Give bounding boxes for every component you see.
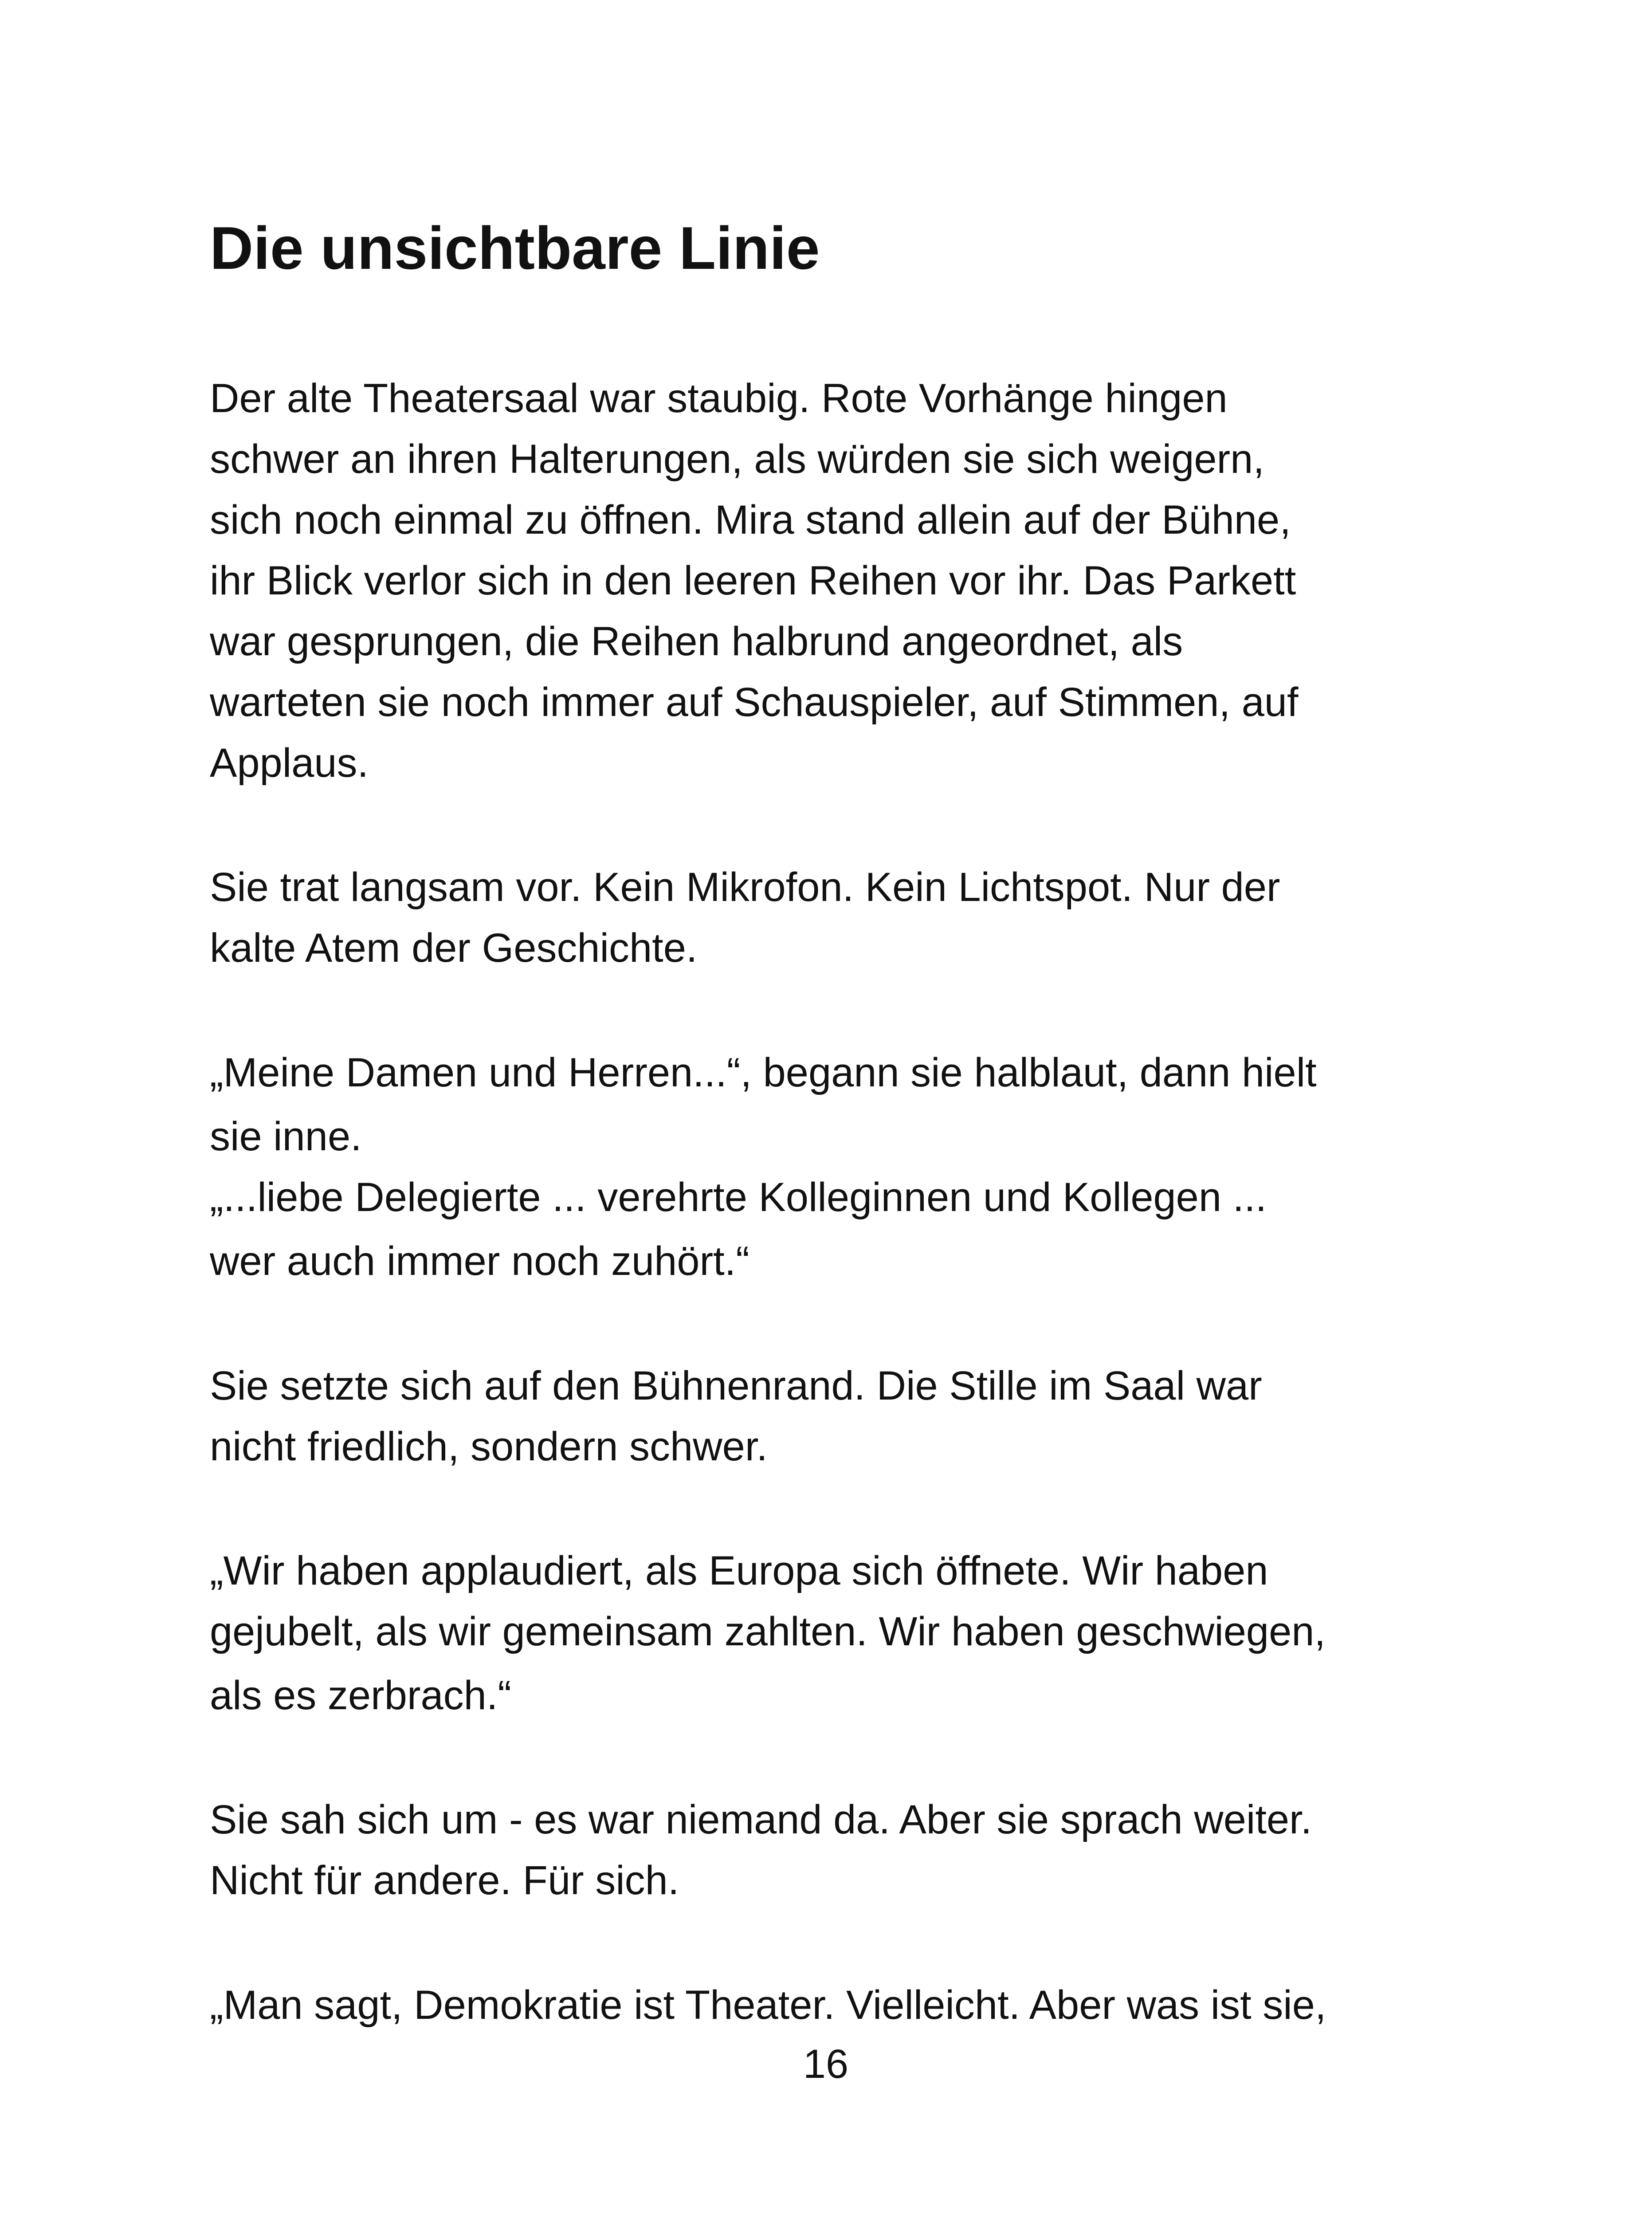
text-line: als es zerbrach.“ — [210, 1673, 512, 1718]
text-line: gejubelt, als wir gemeinsam zahlten. Wir haben geschwiegen, — [210, 1609, 1326, 1654]
text-line: Sie sah sich um - es war niemand da. Aber sie sprach weiter. — [210, 1797, 1312, 1842]
text-line: Sie trat langsam vor. Kein Mikrofon. Kein Lichtspot. Nur der — [210, 865, 1280, 910]
text-line: war gesprungen, die Reihen halbrund angeordnet, als — [210, 619, 1183, 664]
text-line: „Wir haben applaudiert, als Europa sich öffnete. Wir haben — [210, 1548, 1268, 1593]
text-line: sich noch einmal zu öffnen. Mira stand allein auf der Bühne, — [210, 497, 1291, 543]
text-line: schwer an ihren Halterungen, als würden sie sich weigern, — [210, 437, 1264, 482]
chapter-title: Die unsichtbare Linie — [210, 214, 820, 282]
page-number: 16 — [803, 2041, 849, 2087]
text-line: „Meine Damen und Herren...“, begann sie halblaut, dann hielt — [210, 1050, 1317, 1095]
text-line: Applaus. — [210, 740, 369, 786]
text-line: Nicht für andere. Für sich. — [210, 1858, 679, 1903]
text-line: warteten sie noch immer auf Schauspieler, auf Stimmen, auf — [210, 680, 1299, 725]
text-line: „Man sagt, Demokratie ist Theater. Vielleicht. Aber was ist sie, — [210, 1982, 1326, 2028]
text-line: Der alte Theatersaal war staubig. Rote Vorhänge hingen — [210, 376, 1228, 421]
text-line: ihr Blick verlor sich in den leeren Reihen vor ihr. Das Parkett — [210, 558, 1296, 603]
text-line: nicht friedlich, sondern schwer. — [210, 1424, 768, 1469]
text-line: „...liebe Delegierte ... verehrte Kolleginnen und Kollegen ... — [210, 1175, 1267, 1220]
text-line: Sie setzte sich auf den Bühnenrand. Die Stille im Saal war — [210, 1363, 1262, 1408]
text-line: kalte Atem der Geschichte. — [210, 925, 698, 971]
text-line: sie inne. — [210, 1114, 362, 1159]
text-line: wer auch immer noch zuhört.“ — [210, 1239, 749, 1284]
